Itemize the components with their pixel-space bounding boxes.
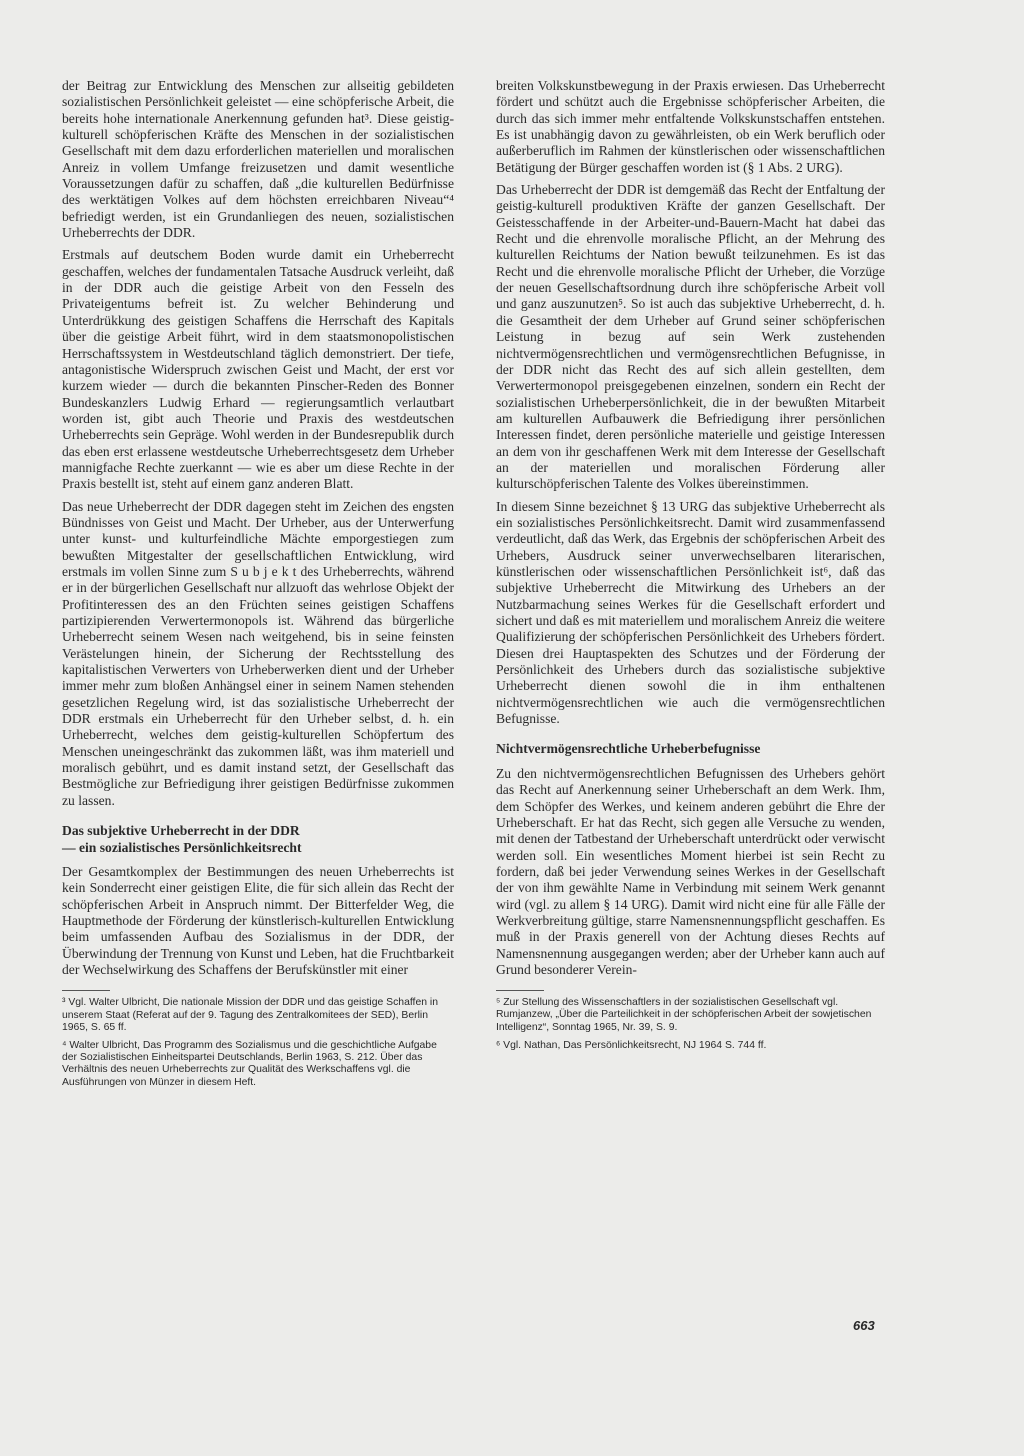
heading-line-2: — ein sozialistisches Persönlichkeitsrecht [62, 839, 302, 855]
footnote-divider [496, 990, 544, 991]
footnote-6: ⁶ Vgl. Nathan, Das Persönlichkeitsrecht, NJ 1964 S. 744 ff. [496, 1039, 767, 1051]
footnote-4: ⁴ Walter Ulbricht, Das Programm des Sozialismus und die geschichtliche Aufgabe der Sozialistischen Einheitspartei Deutschlands, Berlin 1963, S. 212. Über das Verhältnis des neuen Urheberrechts zur Qualität des Werkschaffens vgl. die Ausführungen von Münzer in diesem Heft. [62, 1039, 437, 1088]
footnote-divider [62, 990, 110, 991]
left-paragraph-1: der Beitrag zur Entwicklung des Menschen zur allseitig gebildeten sozialistischen Persönlichkeit geleistet — eine schöpferische Arbeit, die bereits hohe internationale Anerkennung gefunden hat³. Diese geistig-kulturell schöpferischen Kräfte des Menschen in der sozialistischen Gesellschaft mit dem dazu erforderlichen materiellen und moralischen Anreiz in vollem Umfange freizusetzen und damit wesentliche Voraussetzungen dafür zu schaffen, daß „die kulturellen Bedürfnisse des werktätigen Volkes auf dem höchsten erreichbaren Niveau“⁴ befriedigt werden, ist ein Grundanliegen des neuen, sozialistischen Urheberrechts der DDR. [62, 78, 454, 241]
right-paragraph-2: Das Urheberrecht der DDR ist demgemäß das Recht der Entfaltung der geistig-kulturell produktiven Kräfte der ganzen Gesellschaft. Der Geistesschaffende in der Arbeiter-und-Bauern-Macht hat dabei das Recht und die ehrenvolle moralische Pflicht, an der Mehrung des kulturellen Reichtums der Nation bewußt teilzunehmen. Es ist das Recht und die ehrenvolle moralische Pflicht der Urheber, die Vorzüge der neuen Gesellschaftsordnung durch ihre schöpferische Arbeit voll und ganz auszunutzen⁵. So ist auch das subjektive Urheberrecht, d. h. die Gesamtheit der dem Urheber auf Grund seiner schöpferischen Leistung in bezug auf sein Werk zustehenden nichtvermögensrechtlichen und vermögensrechtlichen Befugnisse, in der DDR nicht das Recht des auf sich allein gestellten, dem Verwertermonopol preisgegebenen einzelnen, sondern ein Recht der sozialistischen Urheberpersönlichkeit, die in der bewußten Mitarbeit am kulturellen Aufbauwerk die Befriedigung ihrer persönlichen Interessen findet, deren persönliche materielle und geistige Interessen an dem von ihr geschaffenen Werk mit dem Interesse der Gesellschaft an der materiellen und moralischen Förderung aller kulturschöpferischen Talente des Volkes übereinstimmen. [496, 182, 885, 492]
footnote-3: ³ Vgl. Walter Ulbricht, Die nationale Mission der DDR und das geistige Schaffen in unserem Staat (Referat auf der 9. Tagung des Zentralkomitees der SED), Berlin 1965, S. 65 ff. [62, 997, 438, 1033]
left-paragraph-2: Erstmals auf deutschem Boden wurde damit ein Urheberrecht geschaffen, welches der fundamentalen Tatsache Ausdruck verleiht, daß in der DDR auch die geistige Arbeit von den Fesseln des Privateigentums befreit ist. Zu welcher Behinderung und Unterdrükkung des geistigen Schaffens die Herrschaft des Kapitals über die geistige Arbeit führt, wird in dem staatsmonopolistischen Herrschaftssystem in Westdeutschland täglich demonstriert. Der tiefe, antagonistische Widerspruch zwischen Geist und Macht, der erst vor kurzem wieder — durch die bekannten Pinscher-Reden des Bonner Bundeskanzlers Ludwig Erhard — regierungsamtlich verlautbart worden ist, gibt auch Theorie und Praxis des westdeutschen Urheberrechts sein Gepräge. Wohl werden in der Bundesrepublik durch das eben erst erlassene westdeutsche Urheberrechtsgesetz dem Urheber mannigfache Rechte zuerkannt — wie es aber um diese Rechte in der Praxis bestellt ist, steht auf einem ganz anderen Blatt. [62, 247, 454, 492]
left-paragraph-4: Der Gesamtkomplex der Bestimmungen des neuen Urheberrechts ist kein Sonderrecht einer geistigen Elite, die für sich allein das Recht der schöpferischen Arbeit in Anspruch nimmt. Der Bitterfelder Weg, die Hauptmethode der Förderung der künstlerisch-kulturellen Entwicklung beim umfassenden Aufbau des Sozialismus in der DDR, der Überwindung der Trennung von Kunst und Leben, hat die Fruchtbarkeit der Wechselwirkung des Schaffens der Berufskünstler mit einer [62, 863, 454, 977]
section-heading-subjective-copyright [62, 823, 454, 856]
right-paragraph-3: In diesem Sinne bezeichnet § 13 URG das subjektive Urheberrecht als ein sozialistisches Persönlichkeitsrecht. Damit wird zusammenfassend verdeutlicht, daß das Werk, das Ergebnis der schöpferischen Arbeit des Urhebers, Ausdruck seiner unverwechselbaren literarischen, künstlerischen oder wissenschaftlichen Persönlichkeit ist⁶, daß das subjektive Urheberrecht die Mitwirkung des Urhebers an der Nutzbarmachung seines Werkes für die Gesellschaft erfordert und sichert und daß es mit materiellem und moralischem Anreiz die weitere Qualifizierung der schöpferischen Persönlichkeit des Urhebers fördert. Diesen drei Hauptaspekten des Schutzes und der Förderung der Persönlichkeit des Urhebers durch das sozialistische subjektive Urheberrecht dienen sowohl die in ihm enthaltenen nichtvermögensrechtlichen wie auch die vermögensrechtlichen Befugnisse. [496, 498, 885, 727]
footnote-5: ⁵ Zur Stellung des Wissenschaftlers in der sozialistischen Gesellschaft vgl. Rumjanzew, „Über die Parteilichkeit in der schöpferischen Arbeit der sowjetischen Intelligenz“, Sonntag 1965, Nr. 39, S. 9. [496, 997, 872, 1033]
right-paragraph-1: breiten Volkskunstbewegung in der Praxis erwiesen. Das Urheberrecht fördert und schützt auch die Ergebnisse schöpferischer Arbeiten, die durch das sich immer mehr entfaltende Volkskunstschaffen entstehen. Es ist unabhängig davon zu gewährleisten, ob ein Werk beruflich oder außerberuflich im Rahmen der künstlerischen oder wissenschaftlichen Betätigung der Bürger geschaffen worden ist (§ 1 Abs. 2 URG). [496, 78, 885, 175]
left-paragraph-3: Das neue Urheberrecht der DDR dagegen steht im Zeichen des engsten Bündnisses von Geist und Macht. Der Urheber, aus der Unterwerfung unter kunst- und kulturfeindliche Mächte emporgestiegen zum bewußten Mitgestalter der gesellschaftlichen Entwicklung, wird erstmals im vollen Sinne zum S u b j e k t des Urheberrechts, während er in der bürgerlichen Gesellschaft nur allzuoft das wehrlose Objekt der Profitinteressen des an den Früchten seines geistigen Schaffens partizipierenden Verwertermonopols ist. Während das bürgerliche Urheberrecht seinem Wesen nach weitgehend, bis in seine feinsten Verästelungen hinein, der Sicherung der Rechtsstellung des kapitalistischen Verwerters von Urheberwerken dient und der Urheber immer mehr zum bloßen Anhängsel einer in seinem Namen stehenden gesetzlichen Regelung wird, ist das sozialistische Urheberrecht der DDR erstmals ein Urheberrecht für den Urheber selbst, d. h. ein Urheberrecht, welches dem geistig-kulturellen Schöpfertum des Menschen uneingeschränkt das zukommen läßt, was ihm materiell und moralisch gebührt, und es damit instand setzt, der Gesellschaft das Bestmögliche zur Befriedigung ihrer geistigen Bedürfnisse zukommen zu lassen. [62, 498, 454, 808]
right-paragraph-4: Zu den nichtvermögensrechtlichen Befugnissen des Urhebers gehört das Recht auf Anerkennung seiner Urheberschaft an dem Werk. Ihm, dem Schöpfer des Werkes, und keinem anderen gebührt die Ehre der Urheberschaft. Er hat das Recht, sich gegen alle Versuche zu wenden, mit denen der Tatbestand der Urheberschaft unterdrückt oder verwischt werden soll. Ein wesentliches Moment hierbei ist sein Recht zu fordern, daß bei jeder Verwendung seines Werkes in der Gesellschaft der von ihm gewählte Name in Verbindung mit seinem Werk genannt wird (vgl. zu allem § 14 URG). Damit wird nicht eine für alle Fälle der Werkverbreitung gültige, starre Namensnennungspflicht geschaffen. Es muß in der Praxis generell von der Achtung dieses Rechts auf Namensnennung ausgegangen werden; aber der Urheber kann auch auf Grund besonderer Verein- [496, 765, 885, 977]
section-heading-nonpecuniary-rights: Nichtvermögensrechtliche Urheberbefugnisse [496, 741, 761, 757]
page-number: 663 [853, 1318, 875, 1333]
heading-line-1: Das subjektive Urheberrecht in der DDR [62, 823, 300, 839]
left-column [62, 78, 454, 1095]
right-column [496, 78, 885, 1058]
